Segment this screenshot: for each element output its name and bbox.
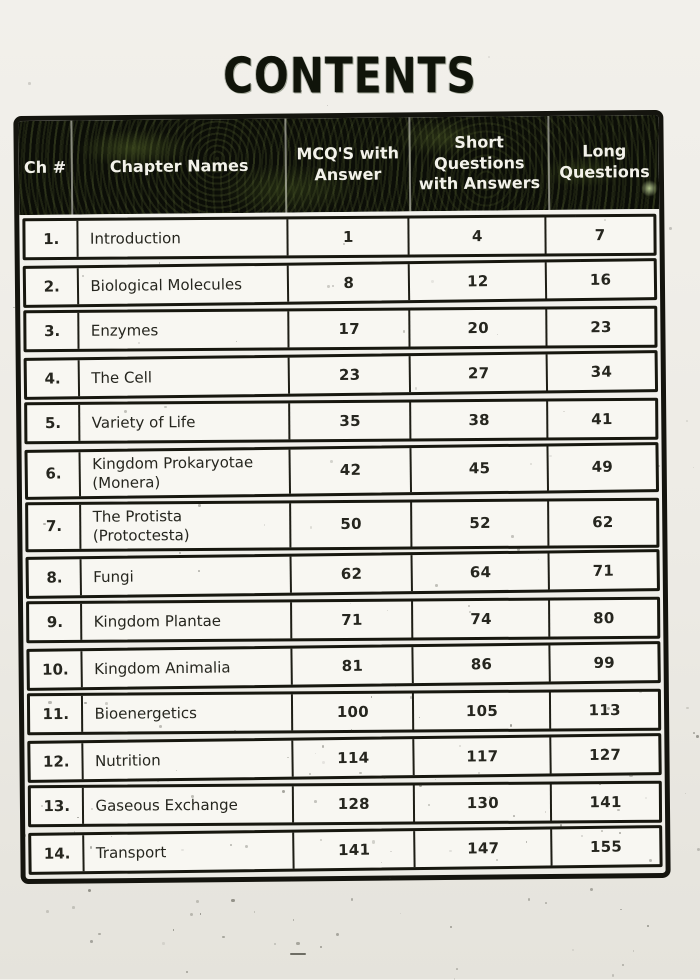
cell-chapter-number: 12.: [42, 752, 70, 771]
cell-chapter-number: 3.: [43, 321, 61, 340]
cell-mcq-page: 8: [287, 264, 409, 301]
table-row: [28, 825, 662, 875]
cell-mcq-page: 35: [288, 403, 409, 440]
cell-long-question-page: 34: [546, 353, 655, 390]
cell-long-question-page: 62: [547, 500, 656, 544]
cell-short-question-page: 20: [409, 310, 546, 347]
cell-chapter-name: Bioenergetics: [81, 694, 291, 732]
cell-short-question-page: 86: [412, 645, 549, 683]
cell-long-question-page: 127: [550, 736, 659, 773]
cell-short-question-page: 74: [411, 601, 548, 638]
cell-chapter-name: Transport: [83, 833, 293, 872]
cell-chapter-number: 2.: [43, 277, 60, 296]
cell-chapter-name: Kingdom Animalia: [81, 649, 291, 688]
table-row: [24, 442, 659, 499]
cell-chapter-name: Variety of Life: [79, 403, 289, 441]
cell-mcq-page: 100: [291, 694, 412, 731]
table-row: [28, 781, 662, 828]
cell-short-question-page: 105: [412, 693, 549, 730]
cell-short-question-page: 4: [408, 218, 545, 255]
table-header-row: [18, 115, 659, 215]
cell-mcq-page: 71: [290, 602, 411, 639]
cell-long-question-page: 155: [550, 828, 659, 865]
cell-chapter-number: 10.: [41, 660, 69, 679]
table-row: [24, 398, 658, 445]
header-cell-long-questions: Long Questions: [548, 115, 660, 210]
cell-mcq-page: 141: [292, 831, 414, 868]
cell-long-question-page: 16: [545, 261, 654, 298]
header-cell-chapter-names: Chapter Names: [71, 119, 286, 215]
cell-long-question-page: 23: [546, 309, 655, 346]
cell-short-question-page: 38: [410, 402, 547, 439]
cell-long-question-page: 141: [550, 784, 659, 821]
cell-mcq-page: 1: [287, 219, 408, 256]
cell-short-question-page: 64: [411, 553, 548, 591]
cell-long-question-page: 41: [546, 401, 655, 438]
cell-chapter-name: Fungi: [80, 557, 290, 596]
header-cell-mcq: MCQ'S with Answer: [285, 117, 409, 212]
cell-short-question-page: 117: [413, 737, 550, 775]
table-row: [26, 597, 660, 644]
cell-chapter-number: 6.: [45, 464, 62, 484]
cell-chapter-number: 5.: [44, 413, 62, 432]
cell-chapter-number: 9.: [46, 612, 64, 631]
cell-chapter-number: 1.: [43, 229, 60, 248]
cell-chapter-name: The Cell: [78, 358, 288, 397]
table-row: [25, 497, 659, 551]
cell-chapter-number: 4.: [44, 369, 61, 388]
cell-short-question-page: 27: [409, 354, 546, 392]
cell-mcq-page: 17: [287, 311, 408, 348]
cell-short-question-page: 52: [411, 501, 548, 545]
cell-mcq-page: 23: [288, 356, 410, 393]
cell-chapter-name: Kingdom Prokaryotae (Monera): [79, 450, 289, 496]
cell-long-question-page: 113: [549, 692, 658, 729]
cell-chapter-number: 11.: [42, 704, 70, 723]
cell-chapter-name: Enzymes: [78, 311, 288, 349]
cell-mcq-page: 128: [292, 785, 413, 822]
cell-short-question-page: 147: [414, 829, 551, 867]
table-row: [24, 350, 658, 400]
page: [0, 48, 700, 979]
table-row: [23, 306, 657, 353]
cell-long-question-page: 80: [548, 600, 657, 637]
cell-mcq-page: 114: [292, 739, 414, 776]
cell-long-question-page: 49: [547, 445, 656, 490]
cell-chapter-name: The Protista (Protoctesta): [80, 503, 290, 548]
cell-short-question-page: 130: [413, 785, 550, 822]
cell-chapter-number: 14.: [43, 844, 71, 863]
contents-table: [13, 110, 670, 884]
cell-mcq-page: 42: [289, 448, 411, 493]
table-row: [23, 258, 657, 308]
header-cell-short-questions: Short Questions with Answers: [408, 116, 548, 211]
cell-mcq-page: 50: [289, 502, 411, 546]
table-rows: [19, 213, 665, 879]
header-cell-chapter-number: Ch #: [23, 157, 67, 177]
cell-chapter-number: 7.: [45, 516, 63, 535]
cell-chapter-name: Nutrition: [82, 741, 292, 780]
cell-short-question-page: 12: [408, 262, 545, 300]
table-row: [26, 641, 660, 691]
table-row: [26, 549, 660, 599]
cell-chapter-number: 8.: [46, 568, 63, 587]
cell-mcq-page: 62: [290, 555, 412, 592]
cell-long-question-page: 71: [548, 552, 657, 589]
page-title: CONTENTS: [223, 48, 477, 105]
cell-long-question-page: 99: [549, 644, 658, 681]
table-row: [22, 214, 656, 261]
cell-chapter-number: 13.: [43, 796, 71, 815]
cell-mcq-page: 81: [291, 647, 413, 684]
cell-chapter-name: Gaseous Exchange: [82, 786, 292, 824]
cell-chapter-name: Biological Molecules: [77, 266, 287, 305]
cell-short-question-page: 45: [410, 446, 547, 491]
table-row: [27, 689, 661, 736]
cell-long-question-page: 7: [545, 217, 654, 254]
cell-chapter-name: Kingdom Plantae: [81, 602, 291, 640]
table-row: [27, 733, 661, 783]
cell-chapter-name: Introduction: [77, 219, 287, 257]
